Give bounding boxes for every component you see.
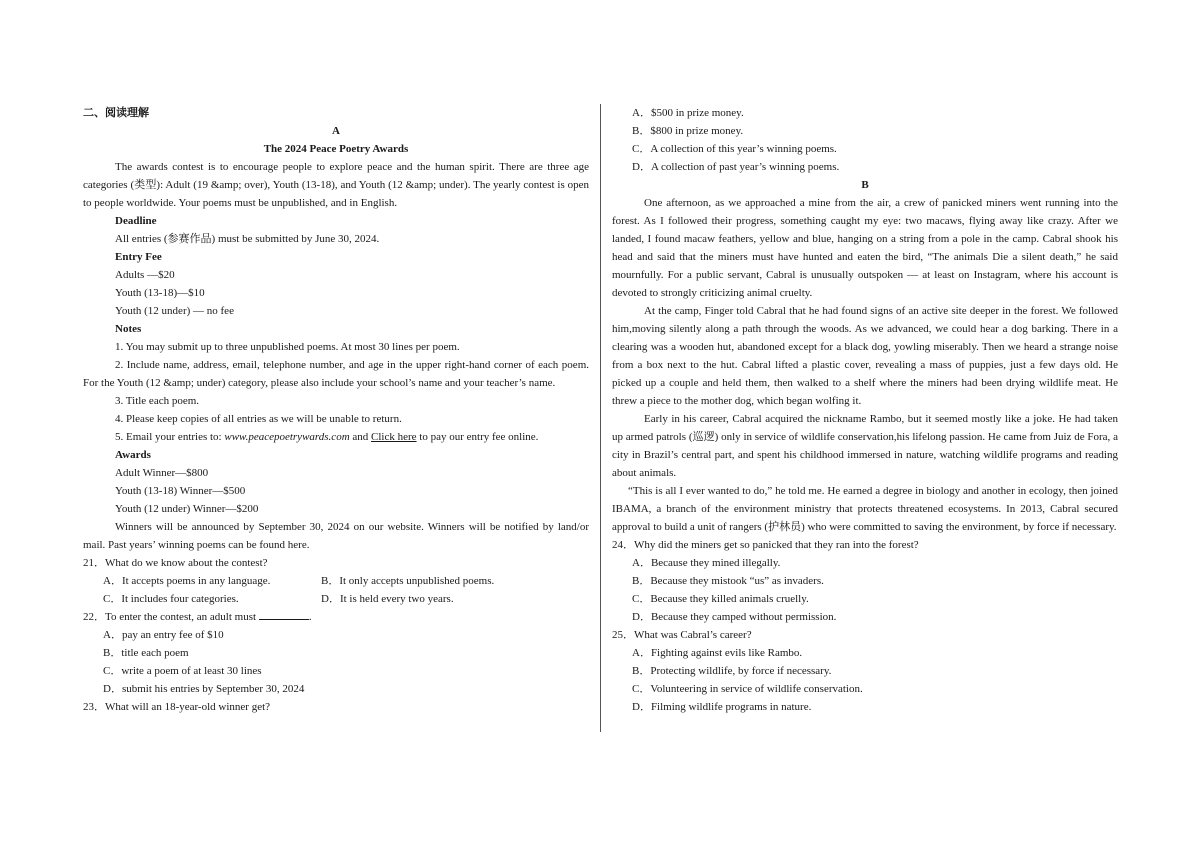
q23-option-c[interactable]: C．A collection of this year’s winning poems. [632, 143, 837, 155]
passage-a-closing: Winners will be announced by September 30, 2024 on our website. Winners will be notified by land/or mail. Past years’ winning poems can be found here. [83, 521, 589, 551]
q21-options-row-2 [83, 590, 589, 608]
note-5 [83, 428, 589, 446]
passage-a-intro: The awards contest is to encourage people to explore peace and the human spirit. There are three age categories (类型): Adult (19 &amp; over), Youth (13-18), and Youth (12 &amp; under). The yearly contest is open to people worldwide. Your poems must be unpublished, and in English. [83, 161, 589, 209]
q22-stem-end: . [308, 611, 312, 623]
q24-option-c[interactable]: C．Because they killed animals cruelly. [632, 593, 809, 605]
q24-stem: 24．Why did the miners get so panicked that they ran into the forest? [612, 539, 919, 551]
fee-youth-12-under: Youth (12 under) — no fee [115, 305, 234, 317]
passage-b-paragraph-3: Early in his career, Cabral acquired the nickname Rambo, but it seemed mostly like a joke. He had taken up armed patrols (巡逻) only in service of wildlife conservation,his lifelong passion. He came from Juiz de Fora, a city in Brazil’s central part, and spent his childhood immersed in nature, watching wildlife programs and reading about animals. [612, 413, 1118, 479]
left-column [83, 104, 589, 716]
passage-b-paragraph-2: At the camp, Finger told Cabral that he had found signs of an active site deeper in the forest. We followed him,moving silently along a path through the woods. As we advanced, we could hear a dog barking. There in a clearing was a wooden hut, abandoned except for a black dog, yowling miserably. Then we heard a strange noise from a box next to the hut. Cabral lifted a plastic cover, revealing a mass of puppies, just a few days old. He picked up a couple and held them, then walked to a shelf where the miners had been drying wildlife meat. He threw a piece to the mother dog, which began wolfing it. [612, 305, 1118, 407]
award-youth-12-under: Youth (12 under) Winner—$200 [115, 503, 259, 515]
q21-option-d[interactable]: D．It is held every two years. [321, 593, 454, 605]
note-5-mid: and [349, 431, 372, 443]
entry-fee-heading: Entry Fee [115, 251, 162, 263]
passage-b-letter: B [861, 179, 869, 191]
fee-youth-13-18: Youth (13-18)—$10 [115, 287, 205, 299]
q25-option-d[interactable]: D．Filming wildlife programs in nature. [632, 701, 812, 713]
passage-a-title: The 2024 Peace Poetry Awards [263, 143, 409, 155]
contest-website: www.peacepoetrywards.com [224, 431, 350, 443]
q21-option-b[interactable]: B．It only accepts unpublished poems. [321, 575, 495, 587]
passage-b-paragraph-1: One afternoon, as we approached a mine from the air, a crew of panicked miners went running into the forest. As I followed their progress, something caught my eye: two macaws, flying away like crazy. After we landed, I found macaw feathers, yellow and blue, hanging on a string from a pole in the camp. Cabral shook his head and said that the miners must have hunted and eaten the bird, “The animals Die a silent death,” he said mournfully. For a public servant, Cabral is unusually outspoken — at least on Instagram, where his account is devoted to strongly criticizing animal cruelty. [612, 197, 1118, 299]
awards-heading: Awards [115, 449, 151, 461]
q24-option-d[interactable]: D．Because they camped without permission. [632, 611, 837, 623]
note-2: 2. Include name, address, email, telephone number, and age in the upper right-hand corner of each poem. For the Youth (12 &amp; under) category, please also include your school’s name and your teacher’s name. [83, 359, 589, 389]
passage-b-paragraph-4: “This is all I ever wanted to do,” he told me. He earned a degree in biology and another in ecology, then joined IBAMA, a branch of the environment ministry that protects threatened ecosystems. In 2013, Cabral secured approval to build a unit of rangers (护林员) who were committed to saving the environment, by force if necessary. [612, 485, 1118, 533]
q23-option-d[interactable]: D．A collection of past year’s winning poems. [632, 161, 840, 173]
q22-answer-blank [259, 609, 309, 620]
award-adult: Adult Winner—$800 [115, 467, 209, 479]
fee-adults: Adults —$20 [115, 269, 175, 281]
q22-stem-line [83, 608, 589, 626]
q22-stem: 22．To enter the contest, an adult must [83, 611, 257, 623]
q22-option-b[interactable]: B．title each poem [103, 647, 189, 659]
q23-stem: 23．What will an 18-year-old winner get? [83, 701, 271, 713]
q21-options-row-1 [83, 572, 589, 590]
deadline-text: All entries (参赛作品) must be submitted by June 30, 2024. [115, 233, 380, 245]
q25-stem: 25．What was Cabral’s career? [612, 629, 752, 641]
q21-stem: 21．What do we know about the contest? [83, 557, 268, 569]
passage-a-letter: A [332, 125, 340, 137]
note-1: 1. You may submit up to three unpublished poems. At most 30 lines per poem. [115, 341, 460, 353]
click-here-link[interactable]: Click here [371, 431, 417, 443]
q25-option-b[interactable]: B．Protecting wildlife, by force if necessary. [632, 665, 832, 677]
note-3: 3. Title each poem. [115, 395, 200, 407]
q23-option-a[interactable]: A．$500 in prize money. [632, 107, 744, 119]
q22-option-a[interactable]: A．pay an entry fee of $10 [103, 629, 224, 641]
note-4: 4. Please keep copies of all entries as we will be unable to return. [115, 413, 402, 425]
right-column [612, 104, 1118, 716]
q21-option-c[interactable]: C．It includes four categories. [103, 593, 239, 605]
q24-option-b[interactable]: B．Because they mistook “us” as invaders. [632, 575, 824, 587]
q25-option-c[interactable]: C．Volunteering in service of wildlife conservation. [632, 683, 863, 695]
notes-heading: Notes [115, 323, 142, 335]
q22-option-c[interactable]: C．write a poem of at least 30 lines [103, 665, 262, 677]
note-5-suffix: to pay our entry fee online. [416, 431, 539, 443]
q25-option-a[interactable]: A．Fighting against evils like Rambo. [632, 647, 803, 659]
section-heading: 二、阅读理解 [83, 107, 149, 119]
column-divider [600, 104, 601, 732]
q24-option-a[interactable]: A．Because they mined illegally. [632, 557, 781, 569]
q21-option-a[interactable]: A．It accepts poems in any language. [103, 575, 271, 587]
award-youth-13-18: Youth (13-18) Winner—$500 [115, 485, 246, 497]
q23-option-b[interactable]: B．$800 in prize money. [632, 125, 744, 137]
q22-option-d[interactable]: D．submit his entries by September 30, 2024 [103, 683, 305, 695]
deadline-heading: Deadline [115, 215, 157, 227]
note-5-prefix: 5. Email your entries to: [115, 431, 225, 443]
